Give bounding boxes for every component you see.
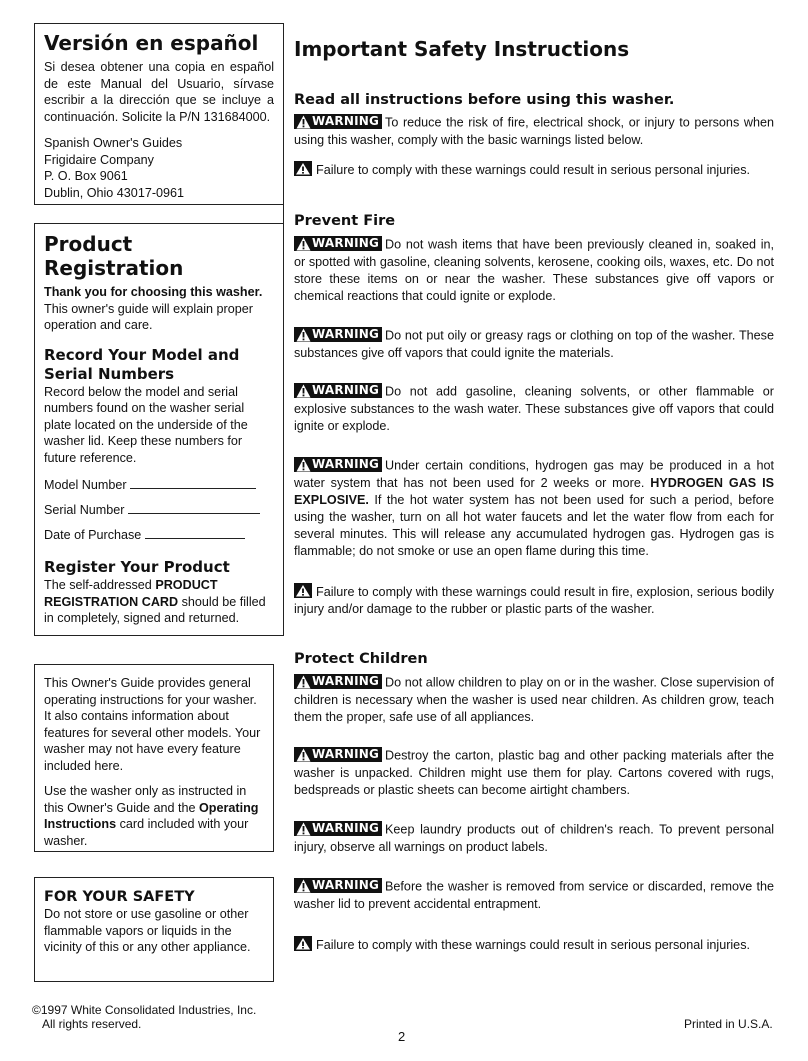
protect-children-heading: Protect Children <box>294 651 428 667</box>
fire-w4-bold: HYDROGEN GAS IS EXPLOSIVE. <box>294 475 774 507</box>
read-warning <box>294 114 774 149</box>
warning-badge: WARNING <box>294 821 382 836</box>
serial-number-label: Serial Number <box>44 503 125 517</box>
alert-icon <box>294 583 312 598</box>
prevent-fire-heading: Prevent Fire <box>294 213 396 229</box>
read-heading: Read all instructions before using this washer. <box>294 92 675 108</box>
child-failure-text: Failure to comply with these warnings could result in serious personal injuries. <box>316 938 750 952</box>
child-w4-text: Before the washer is removed from service or discarded, remove the washer lid to prevent accidental entrapment. <box>294 879 774 911</box>
child-w3-text: Keep laundry products out of children's reach. To prevent personal injury, observe all warnings on product labels. <box>294 822 774 854</box>
spanish-text: Si desea obtener una copia en español de este Manual del Usuario, sírvase escribir a la dirección que se incluye a continuación. Solicite la P/N 131684000. <box>44 60 274 124</box>
warning-triangle-icon <box>296 328 311 342</box>
guide-p2-bold: Operating Instructions <box>44 800 259 831</box>
register-bold: PRODUCT REGISTRATION CARD <box>44 578 218 609</box>
fire-failure <box>294 583 774 618</box>
fire-w4-post: If the hot water system has not been used for such a period, before using the washer, turn on all hot water faucets and let the water flow from each for several minutes. This will release any accumulated hydrogen gas. Hydrogen gas is flammable; do not smoke or use an open flame during this time. <box>294 492 774 558</box>
warning-badge: WARNING <box>294 747 382 762</box>
warning-triangle-icon <box>296 748 311 762</box>
address-line: Dublin, Ohio 43017-0961 <box>44 185 185 200</box>
record-text: Record below the model and serial numbers found on the washer serial plate located on the underside of the washer lid. Keep these numbers for future reference. <box>44 384 248 465</box>
fire-failure-text: Failure to comply with these warnings could result in fire, explosion, serious bodily injury and/or damage to the rubber or plastic parts of the washer. <box>294 585 774 616</box>
fire-warning-3 <box>294 383 774 435</box>
model-number-label: Model Number <box>44 478 127 492</box>
spanish-version-box <box>34 23 284 205</box>
main-title: Important Safety Instructions <box>294 37 630 61</box>
page-number: 2 <box>398 1029 406 1044</box>
read-failure <box>294 161 774 179</box>
fire-w4-pre: Under certain conditions, hydrogen gas may be produced in a hot water system that has not been used for 2 weeks or more. <box>294 458 774 490</box>
register-pre: The self-addressed <box>44 578 156 592</box>
warning-triangle-icon <box>296 458 311 472</box>
warning-badge: WARNING <box>294 383 382 398</box>
guide-paragraph-2 <box>44 783 264 849</box>
read-warning-text: To reduce the risk of fire, electrical shock, or injury to persons when using this washer, comply with the basic warnings listed below. <box>294 115 774 147</box>
fire-w3-text: Do not add gasoline, cleaning solvents, or other flammable or explosive substances to the wash water. These substances give off vapors that could ignite or explode. <box>294 384 774 433</box>
warning-badge: WARNING <box>294 878 382 893</box>
spanish-title: Versión en español <box>44 31 259 55</box>
register-title: Register Your Product <box>44 558 230 576</box>
guide-p2-pre: Use the washer only as instructed in this Owner's Guide and the <box>44 784 247 815</box>
safety-title: FOR YOUR SAFETY <box>44 889 195 905</box>
copyright-line-1: ©1997 White Consolidated Industries, Inc. <box>32 1003 257 1017</box>
warning-triangle-icon <box>296 115 311 129</box>
registration-thanks <box>44 284 275 334</box>
fire-warning-1 <box>294 236 774 305</box>
fire-w1-text: Do not wash items that have been previously cleaned in, soaked in, or spotted with gasoline, cleaning solvents, kerosene, cooking oils, waxes, etc. Do not store these items on or near the washer. These substances give off vapors or chemical reactions that could ignite or explode. <box>294 237 774 303</box>
spanish-address <box>44 135 274 201</box>
for-your-safety-box <box>34 877 274 982</box>
warning-triangle-icon <box>296 675 311 689</box>
address-line: Frigidaire Company <box>44 152 154 167</box>
fire-warning-2 <box>294 327 774 362</box>
warning-badge: WARNING <box>294 236 382 251</box>
child-warning-2 <box>294 747 774 799</box>
alert-icon <box>294 936 312 951</box>
register-text <box>44 577 275 627</box>
thanks-bold: Thank you for choosing this washer. <box>44 285 263 299</box>
child-w1-text: Do not allow children to play on or in the washer. Close supervision of children is necessary when the washer is used near children. As children grow, teach them the proper, safe use of all appliances. <box>294 675 774 724</box>
model-number-field[interactable] <box>44 476 275 501</box>
serial-number-line[interactable] <box>128 501 260 514</box>
date-of-purchase-line[interactable] <box>145 526 245 539</box>
owners-guide-box <box>34 664 274 852</box>
guide-paragraph-1: This Owner's Guide provides general operating instructions for your washer. It also contains information about features for several other models. Your washer may not have every feature included here. <box>44 676 261 773</box>
model-number-line[interactable] <box>130 476 256 489</box>
register-post: should be filled in completely, signed and returned. <box>44 594 266 625</box>
thanks-rest: This owner's guide will explain proper operation and care. <box>44 301 253 332</box>
copyright-line-2: All rights reserved. <box>42 1017 142 1031</box>
date-of-purchase-label: Date of Purchase <box>44 528 142 542</box>
safety-text: Do not store or use gasoline or other flammable vapors or liquids in the vicinity of this or any other appliance. <box>44 907 251 954</box>
read-failure-text: Failure to comply with these warnings could result in serious personal injuries. <box>316 163 750 177</box>
registration-title: Product Registration <box>44 232 184 280</box>
date-of-purchase-field[interactable] <box>44 526 275 551</box>
child-w2-text: Destroy the carton, plastic bag and other packing materials after the washer is unpacked. Children might use them for play. Cartons covered with rugs, bedspreads or plastic sheets can become airtight chambers. <box>294 748 774 797</box>
warning-badge: WARNING <box>294 327 382 342</box>
column-divider <box>283 23 284 635</box>
address-line: P. O. Box 9061 <box>44 169 128 183</box>
product-registration-box <box>34 223 284 636</box>
fire-warning-4 <box>294 457 774 560</box>
address-line: Spanish Owner's Guides <box>44 136 183 150</box>
child-warning-3 <box>294 821 774 856</box>
record-title: Record Your Model and Serial Numbers <box>44 345 240 383</box>
warning-triangle-icon <box>296 384 311 398</box>
serial-number-field[interactable] <box>44 501 275 526</box>
printed-in: Printed in U.S.A. <box>684 1017 773 1031</box>
warning-badge: WARNING <box>294 457 382 472</box>
child-failure <box>294 936 774 954</box>
warning-triangle-icon <box>296 237 311 251</box>
warning-triangle-icon <box>296 822 311 836</box>
copyright <box>32 1003 256 1031</box>
warning-triangle-icon <box>296 879 311 893</box>
record-fields <box>44 476 275 551</box>
child-warning-1 <box>294 674 774 726</box>
child-warning-4 <box>294 878 774 913</box>
alert-icon <box>294 161 312 176</box>
guide-p2-post: card included with your washer. <box>44 817 249 848</box>
warning-badge: WARNING <box>294 114 382 129</box>
fire-w2-text: Do not put oily or greasy rags or clothing on top of the washer. These substances give off vapors that could ignite the materials. <box>294 328 774 360</box>
warning-badge: WARNING <box>294 674 382 689</box>
